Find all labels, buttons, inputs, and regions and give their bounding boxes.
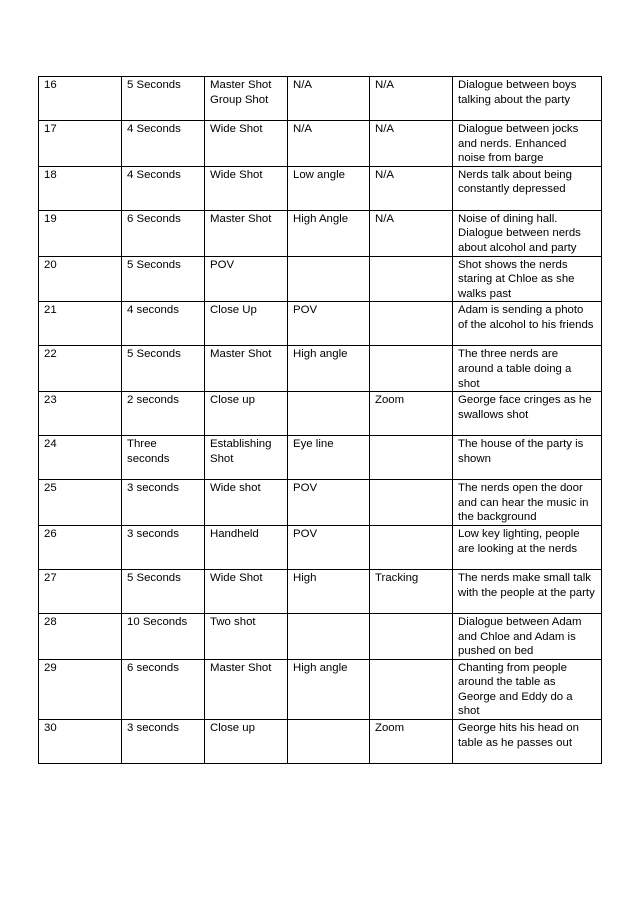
- shot-type-cell: Handheld: [205, 525, 288, 569]
- description-cell: Shot shows the nerds staring at Chloe as she walks past: [453, 256, 602, 302]
- shot-number-cell: 22: [39, 346, 122, 392]
- duration-cell: 4 Seconds: [122, 166, 205, 210]
- camera-angle-cell: High angle: [288, 659, 370, 719]
- description-cell: Dialogue between boys talking about the party: [453, 77, 602, 121]
- camera-movement-cell: [370, 613, 453, 659]
- shot-type-cell: POV: [205, 256, 288, 302]
- shot-number-cell: 20: [39, 256, 122, 302]
- shot-number-cell: 28: [39, 613, 122, 659]
- duration-cell: 4 Seconds: [122, 121, 205, 167]
- table-row: [39, 525, 602, 569]
- table-row: [39, 436, 602, 480]
- camera-movement-cell: N/A: [370, 210, 453, 256]
- camera-angle-cell: Eye line: [288, 436, 370, 480]
- camera-angle-cell: N/A: [288, 77, 370, 121]
- shot-type-cell: Master Shot: [205, 210, 288, 256]
- camera-movement-cell: N/A: [370, 77, 453, 121]
- shot-number-cell: 21: [39, 302, 122, 346]
- duration-cell: 5 Seconds: [122, 569, 205, 613]
- shot-type-cell: Master Shot Group Shot: [205, 77, 288, 121]
- camera-angle-cell: [288, 256, 370, 302]
- description-cell: George hits his head on table as he passes out: [453, 720, 602, 764]
- camera-movement-cell: N/A: [370, 121, 453, 167]
- shot-type-cell: Two shot: [205, 613, 288, 659]
- shot-number-cell: 17: [39, 121, 122, 167]
- description-cell: Adam is sending a photo of the alcohol to his friends: [453, 302, 602, 346]
- duration-cell: 3 seconds: [122, 525, 205, 569]
- duration-cell: 5 Seconds: [122, 346, 205, 392]
- shot-number-cell: 26: [39, 525, 122, 569]
- duration-cell: 5 Seconds: [122, 77, 205, 121]
- camera-angle-cell: [288, 613, 370, 659]
- shot-number-cell: 24: [39, 436, 122, 480]
- description-cell: Noise of dining hall. Dialogue between nerds about alcohol and party: [453, 210, 602, 256]
- camera-movement-cell: Zoom: [370, 392, 453, 436]
- description-cell: George face cringes as he swallows shot: [453, 392, 602, 436]
- duration-cell: 6 Seconds: [122, 210, 205, 256]
- camera-movement-cell: [370, 302, 453, 346]
- shot-number-cell: 23: [39, 392, 122, 436]
- shot-type-cell: Establishing Shot: [205, 436, 288, 480]
- shot-number-cell: 29: [39, 659, 122, 719]
- duration-cell: 2 seconds: [122, 392, 205, 436]
- shot-number-cell: 19: [39, 210, 122, 256]
- description-cell: The nerds open the door and can hear the music in the background: [453, 480, 602, 526]
- camera-movement-cell: [370, 480, 453, 526]
- camera-angle-cell: N/A: [288, 121, 370, 167]
- description-cell: The three nerds are around a table doing a shot: [453, 346, 602, 392]
- camera-angle-cell: High Angle: [288, 210, 370, 256]
- shot-type-cell: Wide Shot: [205, 121, 288, 167]
- table-row: [39, 121, 602, 167]
- table-row: [39, 720, 602, 764]
- table-row: [39, 256, 602, 302]
- shot-type-cell: Wide shot: [205, 480, 288, 526]
- shot-list-body: [39, 77, 602, 764]
- duration-cell: 4 seconds: [122, 302, 205, 346]
- camera-angle-cell: POV: [288, 302, 370, 346]
- description-cell: Dialogue between Adam and Chloe and Adam is pushed on bed: [453, 613, 602, 659]
- camera-movement-cell: [370, 659, 453, 719]
- table-row: [39, 613, 602, 659]
- shot-number-cell: 30: [39, 720, 122, 764]
- camera-angle-cell: High angle: [288, 346, 370, 392]
- shot-type-cell: Master Shot: [205, 346, 288, 392]
- table-row: [39, 302, 602, 346]
- description-cell: The nerds make small talk with the people at the party: [453, 569, 602, 613]
- shot-type-cell: Wide Shot: [205, 569, 288, 613]
- camera-movement-cell: N/A: [370, 166, 453, 210]
- camera-angle-cell: High: [288, 569, 370, 613]
- shot-number-cell: 27: [39, 569, 122, 613]
- table-row: [39, 569, 602, 613]
- shot-number-cell: 25: [39, 480, 122, 526]
- camera-movement-cell: [370, 436, 453, 480]
- camera-angle-cell: Low angle: [288, 166, 370, 210]
- camera-angle-cell: POV: [288, 525, 370, 569]
- shot-type-cell: Close Up: [205, 302, 288, 346]
- duration-cell: 3 seconds: [122, 480, 205, 526]
- shot-type-cell: Wide Shot: [205, 166, 288, 210]
- camera-angle-cell: POV: [288, 480, 370, 526]
- camera-angle-cell: [288, 720, 370, 764]
- table-row: [39, 659, 602, 719]
- duration-cell: 10 Seconds: [122, 613, 205, 659]
- camera-movement-cell: Tracking: [370, 569, 453, 613]
- camera-movement-cell: [370, 346, 453, 392]
- shot-number-cell: 16: [39, 77, 122, 121]
- duration-cell: 3 seconds: [122, 720, 205, 764]
- table-row: [39, 480, 602, 526]
- camera-angle-cell: [288, 392, 370, 436]
- table-row: [39, 392, 602, 436]
- description-cell: Nerds talk about being constantly depressed: [453, 166, 602, 210]
- table-row: [39, 210, 602, 256]
- description-cell: Chanting from people around the table as George and Eddy do a shot: [453, 659, 602, 719]
- duration-cell: 5 Seconds: [122, 256, 205, 302]
- description-cell: The house of the party is shown: [453, 436, 602, 480]
- camera-movement-cell: Zoom: [370, 720, 453, 764]
- shot-list-table: [38, 76, 602, 764]
- shot-number-cell: 18: [39, 166, 122, 210]
- table-row: [39, 166, 602, 210]
- shot-type-cell: Close up: [205, 720, 288, 764]
- table-row: [39, 77, 602, 121]
- camera-movement-cell: [370, 525, 453, 569]
- duration-cell: Three seconds: [122, 436, 205, 480]
- camera-movement-cell: [370, 256, 453, 302]
- table-row: [39, 346, 602, 392]
- shot-type-cell: Close up: [205, 392, 288, 436]
- description-cell: Low key lighting, people are looking at the nerds: [453, 525, 602, 569]
- shot-type-cell: Master Shot: [205, 659, 288, 719]
- description-cell: Dialogue between jocks and nerds. Enhanced noise from barge: [453, 121, 602, 167]
- duration-cell: 6 seconds: [122, 659, 205, 719]
